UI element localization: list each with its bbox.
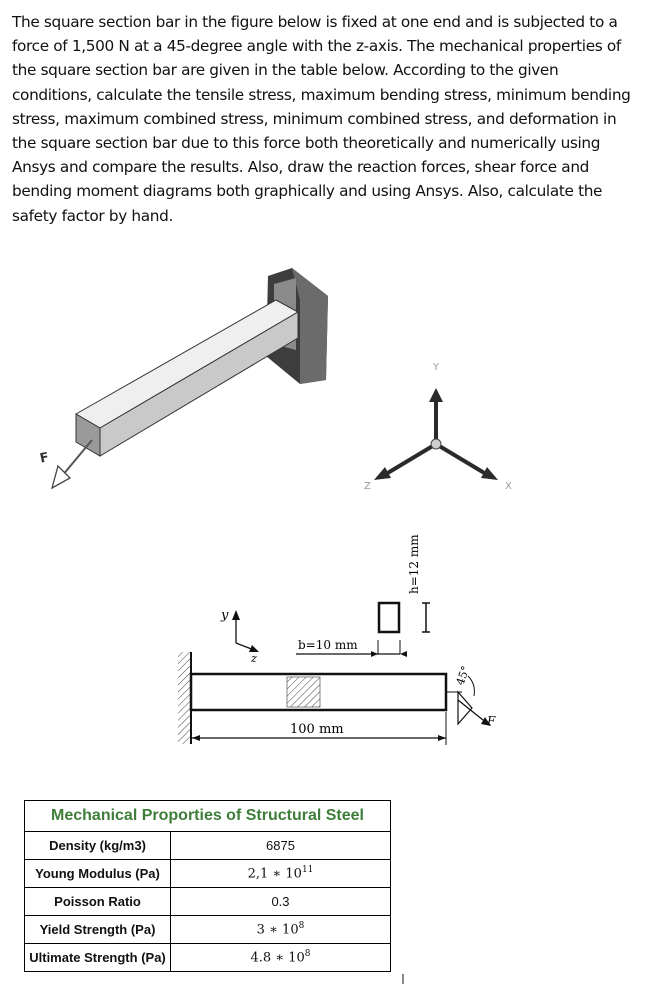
width-label: b=10 mm bbox=[298, 638, 358, 652]
row-value: 2,1 ∗ $10^{11}$ bbox=[171, 860, 391, 888]
row-value: 0.3 bbox=[171, 888, 391, 916]
force-label-3d: F bbox=[38, 450, 51, 467]
isometric-beam-figure bbox=[39, 268, 512, 492]
coordinate-triad bbox=[364, 362, 512, 492]
row-label: Density (kg/m3) bbox=[25, 832, 171, 860]
table-row bbox=[25, 832, 391, 860]
table-row bbox=[25, 860, 391, 888]
axis-label-y-3d: Y bbox=[433, 362, 440, 373]
fixed-support bbox=[178, 652, 190, 744]
length-label: 100 mm bbox=[290, 722, 344, 737]
row-value: 3 ∗ $10^8$ bbox=[171, 916, 391, 944]
problem-statement: The square section bar in the figure below is fixed at one end and is subjected to a force of 1,500 N at a 45-degree angle with the z-axis. The mechanical properties of the square section bar are given in the table below. According to the given conditions, calculate the tensile stress, maximum bending stress, minimum bending stress, maximum combined stress, minimum combined stress, and deformation in the square section bar due to this force both theoretically and numerically using Ansys and compare the results. Also, draw the reaction forces, shear force and bending moment diagrams both graphically and using Ansys. Also, calculate the safety factor by hand. bbox=[12, 13, 631, 225]
row-value: 6875 bbox=[171, 832, 391, 860]
beam-top-face bbox=[76, 300, 298, 428]
table-title-row bbox=[25, 801, 391, 832]
row-label: Yield Strength (Pa) bbox=[25, 916, 171, 944]
row-label: Young Modulus (Pa) bbox=[25, 860, 171, 888]
section-hatch bbox=[287, 677, 320, 707]
table-title: Mechanical Proporties of Structural Steel bbox=[25, 801, 391, 832]
axis-label-x-3d: X bbox=[505, 481, 512, 492]
table-row bbox=[25, 944, 391, 972]
cross-section-square bbox=[379, 603, 399, 632]
table-row bbox=[25, 916, 391, 944]
height-label: h=12 mm bbox=[407, 534, 421, 594]
table-row bbox=[25, 888, 391, 916]
force-label-2d: F bbox=[487, 714, 496, 728]
axis-label-z-3d: Z bbox=[364, 481, 371, 492]
row-label: Ultimate Strength (Pa) bbox=[25, 944, 171, 972]
row-label: Poisson Ratio bbox=[25, 888, 171, 916]
axis-label-z-2d: z bbox=[251, 652, 257, 665]
axis-label-y-2d: y bbox=[221, 608, 229, 623]
material-properties-table bbox=[24, 800, 391, 972]
row-value: 4.8 ∗ $10^8$ bbox=[171, 944, 391, 972]
angle-label: 45° bbox=[453, 664, 473, 688]
